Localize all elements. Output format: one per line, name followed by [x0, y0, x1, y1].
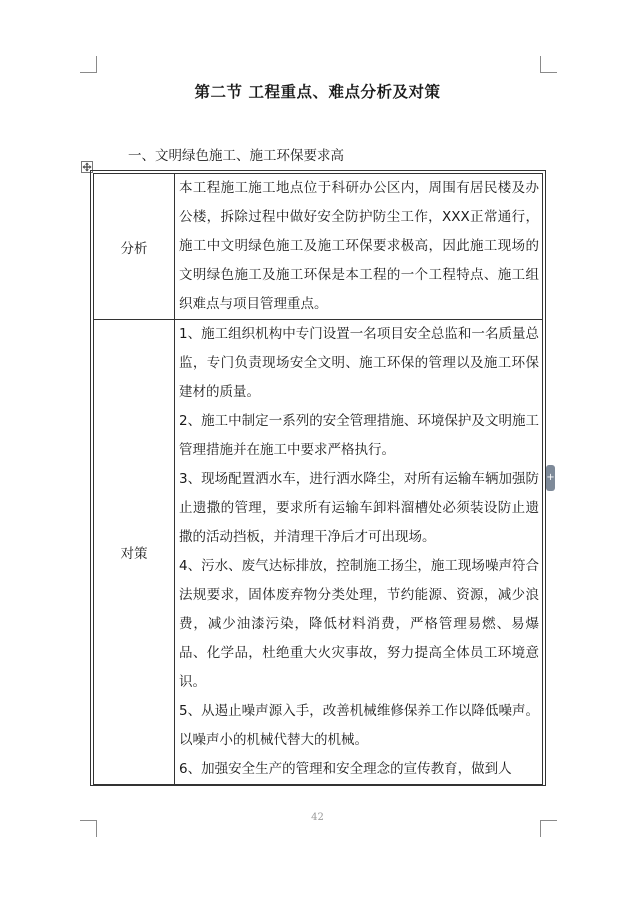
measure-item-4: 4、污水、废气达标排放，控制施工扬尘，施工现场噪声符合法规要求，固体废弃物分类处理，节约能源、资源，减少浪费，减少油漆污染，降低材料消费，严格管理易燃、易爆品、化学品，杜绝重大火灾事故，努力提高全体员工环境意识。 [179, 558, 539, 690]
measure-item-1: 1、施工组织机构中专门设置一名项目安全总监和一名质量总监，专门负责现场安全文明、施工环保的管理以及施工环保建材的质量。 [179, 326, 539, 400]
crop-mark-top-right [540, 56, 557, 73]
page-number: 42 [311, 812, 324, 823]
table-row-measures [94, 320, 543, 785]
four-way-move-icon[interactable] [81, 158, 93, 170]
measure-item-2: 2、施工中制定一系列的安全管理措施、环境保护及文明施工管理措施并在施工中要求严格执行。 [179, 413, 539, 458]
strategy-table [90, 170, 546, 786]
crop-mark-top-left [80, 56, 97, 73]
section-heading: 一、文明绿色施工、施工环保要求高 [128, 148, 344, 164]
analysis-cell [175, 174, 543, 320]
measures-label: 对策 [94, 320, 175, 785]
measures-cell [175, 320, 543, 785]
strategy-table-grid [93, 173, 543, 785]
measure-item-6: 6、加强安全生产的管理和安全理念的宣传教育，做到人 [179, 761, 512, 777]
measure-item-3: 3、现场配置洒水车，进行洒水降尘，对所有运输车辆加强防止遗撒的管理，要求所有运输车卸料溜槽处必须装设防止遗撒的活动挡板，并清理干净后才可出现场。 [179, 471, 539, 545]
plus-icon[interactable]: + [546, 465, 555, 491]
table-row-analysis [94, 174, 543, 320]
analysis-text: 本工程施工施工地点位于科研办公区内，周围有居民楼及办公楼，拆除过程中做好安全防护防尘工作，XXX正常通行，施工中文明绿色施工及施工环保要求极高，因此施工现场的文明绿色施工及施工环保是本工程的一个工程特点、施工组织难点与项目管理重点。 [179, 180, 539, 312]
page-title: 第二节 工程重点、难点分析及对策 [194, 83, 441, 101]
analysis-label: 分析 [94, 174, 175, 320]
measure-item-5: 5、从遏止噪声源入手，改善机械维修保养工作以降低噪声。以噪声小的机械代替大的机械。 [179, 703, 539, 748]
